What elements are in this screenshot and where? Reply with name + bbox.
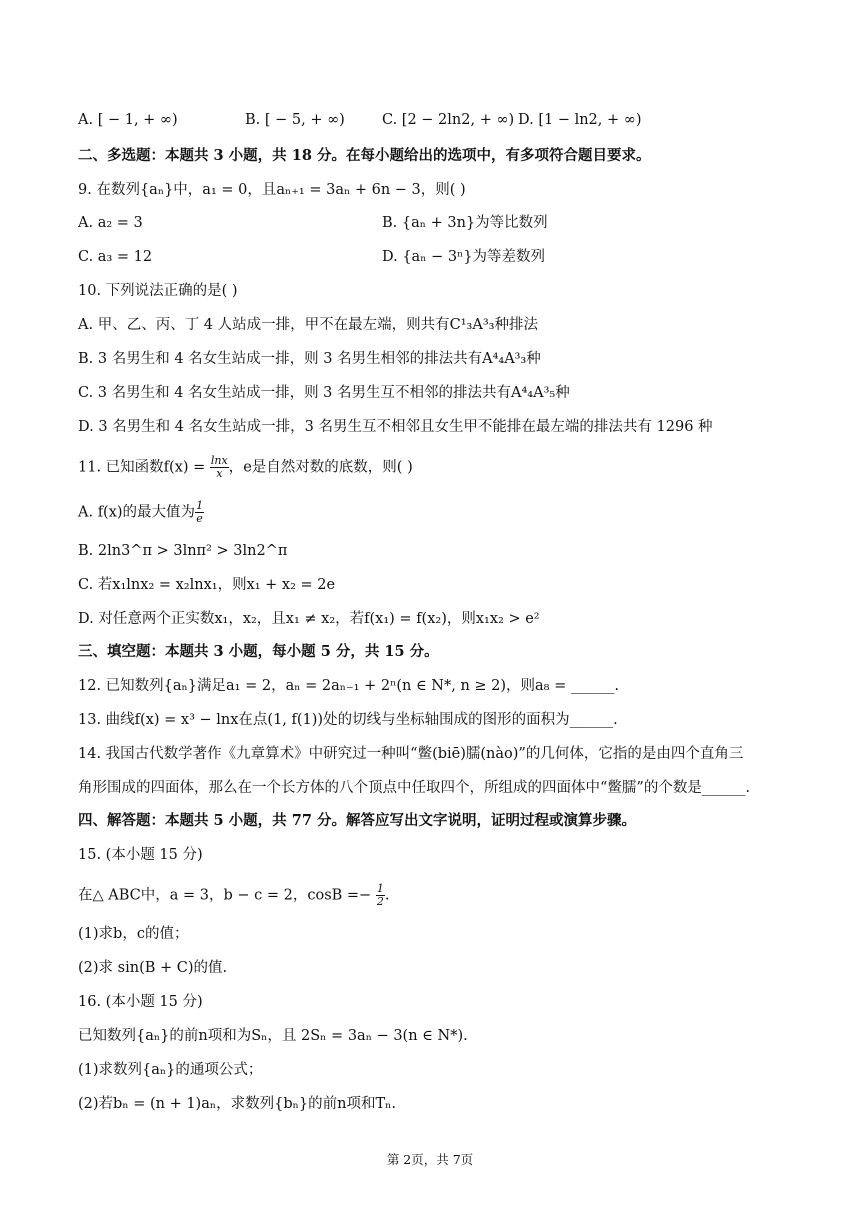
q11-option-a-numerator: 1 bbox=[196, 499, 204, 512]
q9-option-b: B. {aₙ + 3n}为等比数列 bbox=[382, 215, 548, 231]
q11-stem-post: ，e是自然对数的底数，则( ) bbox=[228, 459, 413, 476]
q12: 12. 已知数列{aₙ}满足a₁ = 2，aₙ = 2aₙ₋₁ + 2ⁿ(n ∈ N*, n ≥ 2)，则a₈ = ______. bbox=[78, 678, 619, 694]
q10-option-c: C. 3 名男生和 4 名女生站成一排，则 3 名男生互不相邻的排法共有A⁴₄A³₅种 bbox=[78, 385, 570, 401]
q16-stem: 已知数列{aₙ}的前n项和为Sₙ，且 2Sₙ = 3aₙ − 3(n ∈ N*). bbox=[78, 1028, 468, 1044]
q11-fraction-numerator: lnx bbox=[210, 454, 228, 467]
q13: 13. 曲线f(x) = x³ − lnx在点(1, f(1))处的切线与坐标轴围成的图形的面积为______. bbox=[78, 712, 618, 728]
q15-heading: 15. (本小题 15 分) bbox=[78, 847, 203, 863]
q11-option-a bbox=[78, 500, 204, 525]
q11-option-b: B. 2ln3^π > 3lnπ² > 3ln2^π bbox=[78, 543, 288, 559]
q11-stem-pre: 11. 已知函数f(x) = bbox=[78, 459, 210, 476]
q10-stem: 10. 下列说法正确的是( ) bbox=[78, 283, 238, 299]
q11-option-a-fraction bbox=[195, 500, 204, 525]
q8-option-b: B. [ − 5, + ∞) bbox=[245, 112, 345, 128]
q15-stem bbox=[78, 883, 389, 908]
q15-fraction bbox=[376, 883, 385, 908]
section-heading-fill-in: 三、填空题：本题共 3 小题，每小题 5 分，共 15 分。 bbox=[78, 643, 439, 660]
q8-option-c: C. [2 − 2ln2, + ∞) bbox=[382, 112, 515, 128]
q15-stem-post: . bbox=[384, 887, 390, 904]
q10-option-d: D. 3 名男生和 4 名女生站成一排，3 名男生互不相邻且女生甲不能排在最左端的排法共有 1296 种 bbox=[78, 419, 713, 435]
q16-part-2: (2)若bₙ = (n + 1)aₙ，求数列{bₙ}的前n项和Tₙ. bbox=[78, 1096, 397, 1112]
q15-fraction-denominator: 2 bbox=[376, 895, 384, 908]
q10-option-b: B. 3 名男生和 4 名女生站成一排，则 3 名男生相邻的排法共有A⁴₄A³₃种 bbox=[78, 351, 541, 367]
q8-option-a: A. [ − 1, + ∞) bbox=[78, 112, 178, 128]
section-heading-solutions: 四、解答题：本题共 5 小题，共 77 分。解答应写出文字说明，证明过程或演算步骤。 bbox=[78, 812, 636, 829]
q15-part-2: (2)求 sin(B + C)的值. bbox=[78, 960, 228, 976]
q11-fraction-denominator: x bbox=[216, 467, 223, 480]
q16-part-1: (1)求数列{aₙ}的通项公式； bbox=[78, 1062, 263, 1078]
q14-line-2: 角形围成的四面体，那么在一个长方体的八个顶点中任取四个，所组成的四面体中“鳖臑”的个数是______. bbox=[78, 780, 750, 796]
q11-option-d: D. 对任意两个正实数x₁，x₂，且x₁ ≠ x₂，若f(x₁) = f(x₂)，则x₁x₂ > e² bbox=[78, 611, 540, 627]
q16-heading: 16. (本小题 15 分) bbox=[78, 994, 203, 1010]
q15-stem-pre: 在△ ABC中，a = 3，b − c = 2，cosB =− bbox=[78, 887, 376, 904]
q11-stem bbox=[78, 455, 413, 480]
q11-option-c: C. 若x₁lnx₂ = x₂lnx₁，则x₁ + x₂ = 2e bbox=[78, 577, 336, 593]
q15-fraction-numerator: 1 bbox=[376, 882, 384, 895]
q11-option-a-denominator: e bbox=[196, 512, 203, 525]
q9-option-d: D. {aₙ − 3ⁿ}为等差数列 bbox=[382, 249, 546, 265]
q9-option-c: C. a₃ = 12 bbox=[78, 249, 153, 265]
section-heading-multiple-choice: 二、多选题：本题共 3 小题，共 18 分。在每小题给出的选项中，有多项符合题目要求。 bbox=[78, 147, 651, 164]
q9-option-a: A. a₂ = 3 bbox=[78, 215, 143, 231]
q11-fraction bbox=[210, 455, 229, 480]
q11-option-a-text: A. f(x)的最大值为 bbox=[78, 504, 196, 521]
q15-part-1: (1)求b，c的值； bbox=[78, 926, 189, 942]
q10-option-a: A. 甲、乙、丙、丁 4 人站成一排，甲不在最左端，则共有C¹₃A³₃种排法 bbox=[78, 317, 538, 333]
q14-line-1: 14. 我国古代数学著作《九章算术》中研究过一种叫“鳖(biē)臑(nào)”的几何体，它指的是由四个直角三 bbox=[78, 746, 744, 762]
q8-option-d: D. [1 − ln2, + ∞) bbox=[518, 112, 642, 128]
q9-stem: 9. 在数列{aₙ}中，a₁ = 0，且aₙ₊₁ = 3aₙ + 6n − 3，则( ) bbox=[78, 182, 466, 198]
page-number-footer: 第 2页，共 7页 bbox=[386, 1152, 474, 1167]
